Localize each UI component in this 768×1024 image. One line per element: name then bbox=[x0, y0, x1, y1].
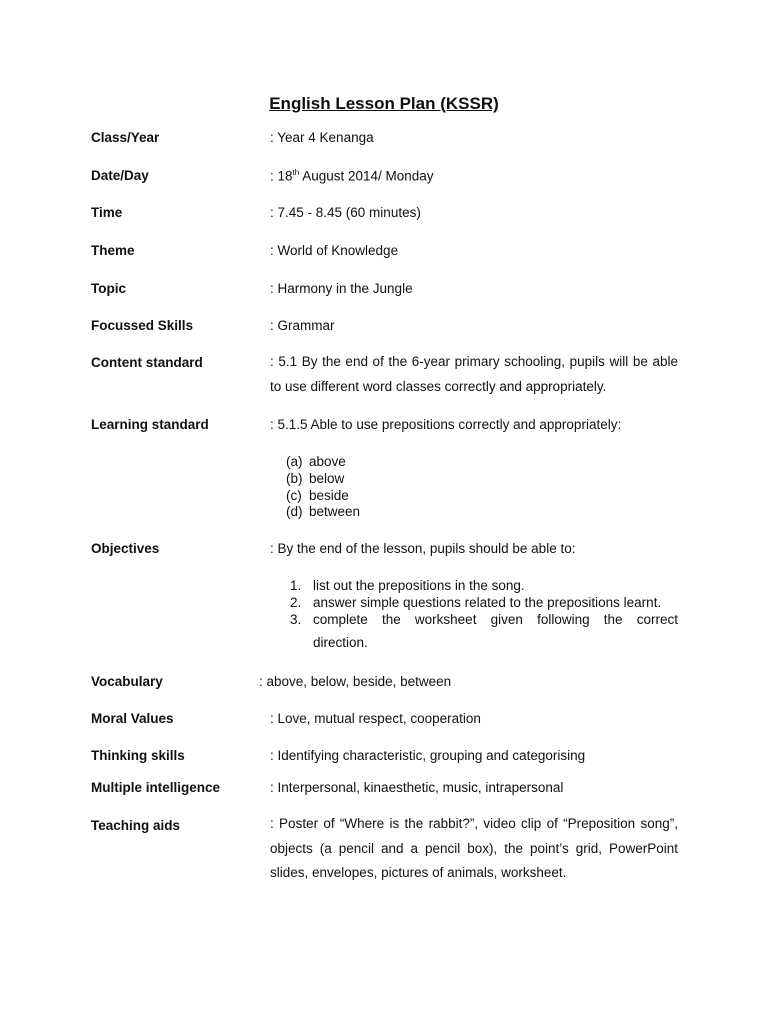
list-item bbox=[286, 471, 360, 488]
list-item bbox=[286, 488, 360, 505]
list-item bbox=[290, 578, 678, 595]
list-number: 1. bbox=[290, 578, 302, 593]
content-standard-value: : 5.1 By the end of the 6-year primary schooling, pupils will be able to use different word classes correctly and appropriately. bbox=[270, 354, 678, 394]
list-item-text: between bbox=[309, 504, 361, 520]
list-item-text: list out the prepositions in the song. bbox=[313, 578, 525, 593]
list-item bbox=[290, 612, 678, 653]
moral-values-value: : Love, mutual respect, cooperation bbox=[270, 711, 481, 726]
moral-values-label: Moral Values bbox=[91, 711, 174, 726]
list-item bbox=[286, 454, 360, 471]
theme-value: : World of Knowledge bbox=[270, 243, 399, 258]
vocabulary-value: : above, below, beside, between bbox=[259, 674, 452, 689]
list-item-text: beside bbox=[309, 487, 349, 503]
list-number: 2. bbox=[290, 594, 302, 610]
multiple-intelligence-label: Multiple intelligence bbox=[91, 780, 221, 795]
learning-standard-label: Learning standard bbox=[91, 417, 209, 432]
teaching-aids-value: : Poster of “Where is the rabbit?”, video clip of “Preposition song”, objects (a pencil and a pencil box), the point’s grid, PowerPoint slides, envelopes, pictures of animals, worksheet. bbox=[270, 816, 678, 880]
date-day-suffix: August 2014/ Monday bbox=[299, 168, 434, 184]
prepositions-list bbox=[286, 454, 360, 521]
time-value: : 7.45 - 8.45 (60 minutes) bbox=[270, 205, 421, 220]
teaching-aids-label: Teaching aids bbox=[91, 818, 181, 833]
multiple-intelligence-value: : Interpersonal, kinaesthetic, music, intrapersonal bbox=[270, 780, 564, 795]
list-item-text: answer simple questions related to the prepositions learnt. bbox=[313, 594, 662, 610]
page-title: English Lesson Plan (KSSR) bbox=[269, 94, 499, 113]
list-item-text-continued: direction. bbox=[313, 635, 368, 651]
date-day-prefix: : 18 bbox=[270, 168, 293, 184]
date-day-value bbox=[270, 168, 678, 184]
list-item-text: complete the worksheet given following the correct bbox=[313, 611, 678, 627]
list-item-text: below bbox=[309, 470, 345, 486]
list-number: 3. bbox=[290, 611, 302, 627]
list-item bbox=[290, 595, 678, 612]
topic-label: Topic bbox=[91, 281, 126, 296]
topic-value: : Harmony in the Jungle bbox=[270, 281, 413, 296]
thinking-skills-value: : Identifying characteristic, grouping and categorising bbox=[270, 748, 586, 763]
time-label: Time bbox=[91, 205, 123, 220]
list-item-text: above bbox=[309, 454, 346, 469]
date-day-label: Date/Day bbox=[91, 168, 149, 183]
list-marker: (b) bbox=[286, 470, 303, 486]
objectives-value: : By the end of the lesson, pupils should be able to: bbox=[270, 541, 576, 556]
class-year-label: Class/Year bbox=[91, 130, 160, 145]
class-year-value: : Year 4 Kenanga bbox=[270, 130, 374, 145]
content-standard-label: Content standard bbox=[91, 355, 203, 370]
focussed-skills-value: : Grammar bbox=[270, 318, 335, 333]
vocabulary-label: Vocabulary bbox=[91, 674, 163, 689]
list-item bbox=[286, 504, 360, 521]
thinking-skills-label: Thinking skills bbox=[91, 748, 185, 763]
focussed-skills-label: Focussed Skills bbox=[91, 318, 194, 333]
objectives-label: Objectives bbox=[91, 541, 160, 556]
list-marker: (d) bbox=[286, 504, 303, 520]
list-marker: (a) bbox=[286, 454, 303, 469]
objectives-list bbox=[290, 578, 678, 652]
learning-standard-value: : 5.1.5 Able to use prepositions correctly and appropriately: bbox=[270, 417, 622, 432]
theme-label: Theme bbox=[91, 243, 135, 258]
date-day-ordinal: th bbox=[292, 168, 300, 177]
list-marker: (c) bbox=[286, 487, 302, 503]
